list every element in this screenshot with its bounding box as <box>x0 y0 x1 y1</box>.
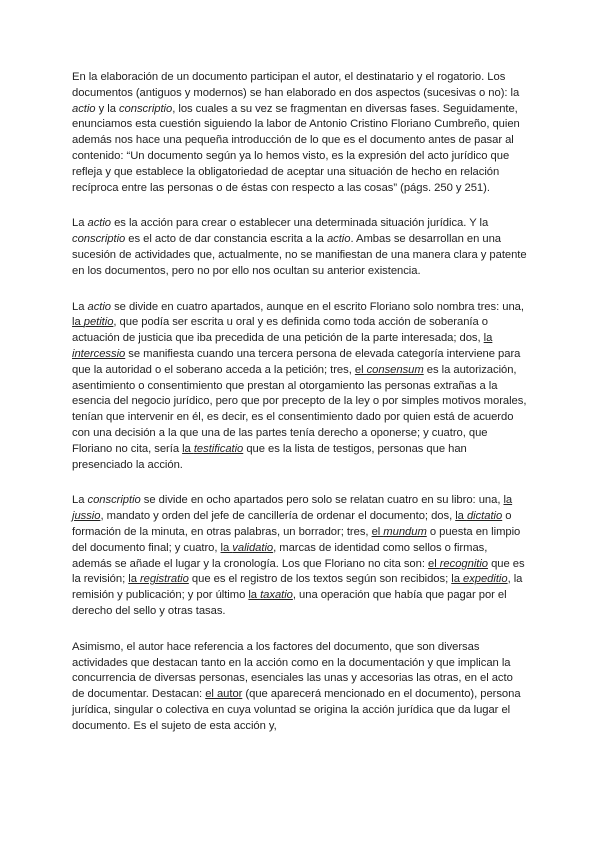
text-run: testificatio <box>193 442 244 455</box>
paragraph-4 <box>72 493 528 619</box>
text-run: que es la lista de testigos, personas que han presenciado la acción. <box>72 442 467 471</box>
text-run: actio <box>87 300 112 313</box>
text-run: actio <box>326 233 351 246</box>
text-run: conscriptio <box>118 102 173 115</box>
text-run: En la elaboración de un documento participan el autor, el destinatario y el rogatorio. Los documentos (antiguos y modernos) se han elaborado en dos aspectos (sucesivas o no): la <box>72 71 520 99</box>
text-run: jussio <box>72 510 101 523</box>
text-run: La <box>72 217 88 230</box>
text-run: el <box>371 525 384 538</box>
text-run: se divide en cuatro apartados, aunque en el escrito Floriano solo nombra tres: una, <box>111 300 524 313</box>
text-run: , que podía ser escrita u oral y es definida como toda acción de soberanía o actuación de justicia que iba precedida de una petición de la parte interesada; dos, <box>72 316 488 345</box>
text-run: , la remisión y publicación; y por último <box>72 573 523 602</box>
paragraph-2 <box>72 216 528 279</box>
text-run: la <box>248 589 261 602</box>
text-run: validatio <box>232 541 274 554</box>
text-run: que es el registro de los textos según son recibidos; <box>188 573 452 586</box>
text-run: es el acto de dar constancia escrita a la <box>125 233 327 246</box>
text-run: intercessio <box>72 347 126 360</box>
text-run: o puesta en limpio del documento final; y cuatro, <box>72 525 521 554</box>
text-run: Asimismo, el autor hace referencia a los factores del documento, que son diversas actividades que destacan tanto en la acción como en la documentación y que implican la concurrencia de diversas personas, esenciales las unas y accesorias las otras, en el acto de documentar. Destacan: <box>72 640 513 701</box>
text-run: actio <box>87 217 112 230</box>
text-run: o formación de la minuta, en otras palabras, un borrador; tres, <box>72 510 512 538</box>
text-run: (que aparecerá mencionado en el documento), persona jurídica, singular o colectiva en cuya voluntad se origina la acción jurídica que da lugar el documento. Es el sujeto de esta acción y, <box>72 688 521 732</box>
text-run: la <box>182 442 194 455</box>
text-run: , los cuales a su vez se fragmentan en diversas fases. Seguidamente, enunciamos esta cuestión siguiendo la labor de Antonio Cristino Floriano Cumbreño, quien además nos hace una pequeña introducción de lo que es el documento antes de pasar al contenido: “Un documento según ya lo hemos visto, es la expresión del acto jurídico que refleja y que establece la obligatoriedad de aceptar una situación de hecho en relación recíproca entre las personas o de éstas con respecto a las cosas” (págs. 250 y 251). <box>72 102 520 194</box>
text-run: , una operación que había que pagar por el derecho del sello y otras tasas. <box>72 589 507 617</box>
text-run: la <box>483 332 493 345</box>
text-run: petitio <box>83 316 114 329</box>
text-run: el autor <box>205 688 243 701</box>
text-run: mundum <box>383 525 427 538</box>
text-run: se manifiesta cuando una tercera persona de elevada categoría interviene para que la autoridad o el soberano acceda a la petición; tres, <box>72 347 521 376</box>
paragraph-1 <box>72 70 528 196</box>
text-run: es la acción para crear o establecer una determinada situación jurídica. Y la <box>111 217 489 230</box>
text-run: la <box>451 573 463 586</box>
text-run: es la autorización, asentimiento o consentimiento que prestan al otorgamiento las personas extrañas a la esencia del negocio jurídico, pero que por precepto de la ley o por simples motivos morales, tenían que intervenir en él, es decir, es el consentimiento dado por quien está de acuerdo con una decisión a la que una de las partes tenía derecho a oponerse; y cuatro, que Floriano no cita, sería <box>72 363 527 455</box>
text-run: la <box>455 510 467 523</box>
text-run: La <box>72 494 88 507</box>
text-run: taxatio <box>260 589 293 602</box>
text-run: actio <box>72 102 96 115</box>
text-run: el <box>428 557 440 570</box>
text-run: la <box>503 494 513 507</box>
text-run: la <box>72 316 84 329</box>
text-run: dictatio <box>466 510 503 523</box>
text-run: registratio <box>139 573 189 586</box>
text-run: que es la revisión; <box>72 557 525 586</box>
text-run: recognitio <box>439 557 489 570</box>
text-run: , mandato y orden del jefe de cancillería de ordenar el documento; dos, <box>100 510 456 523</box>
text-run: la <box>220 541 233 554</box>
text-run: el <box>354 363 367 376</box>
text-run: la <box>128 573 140 586</box>
text-run: La <box>72 300 88 313</box>
text-run: expeditio <box>462 573 508 586</box>
text-run: conscriptio <box>87 494 141 507</box>
text-run: y la <box>95 102 119 115</box>
paragraph-3 <box>72 300 528 474</box>
text-run: conscriptio <box>72 233 126 246</box>
text-run: . Ambas se desarrollan en una sucesión de actividades que, actualmente, no se manifiestan de una manera clara y patente en los documentos, pero no por ello nos ocultan su anterior existencia. <box>72 233 527 277</box>
text-run: se divide en ocho apartados pero solo se relatan cuatro en su libro: una, <box>140 494 504 507</box>
paragraph-5 <box>72 640 528 735</box>
text-run: , marcas de identidad como sellos o firmas, además se añade el lugar y la cronología. Los que Floriano no cita son: <box>72 541 488 570</box>
text-run: consensum <box>366 363 424 376</box>
